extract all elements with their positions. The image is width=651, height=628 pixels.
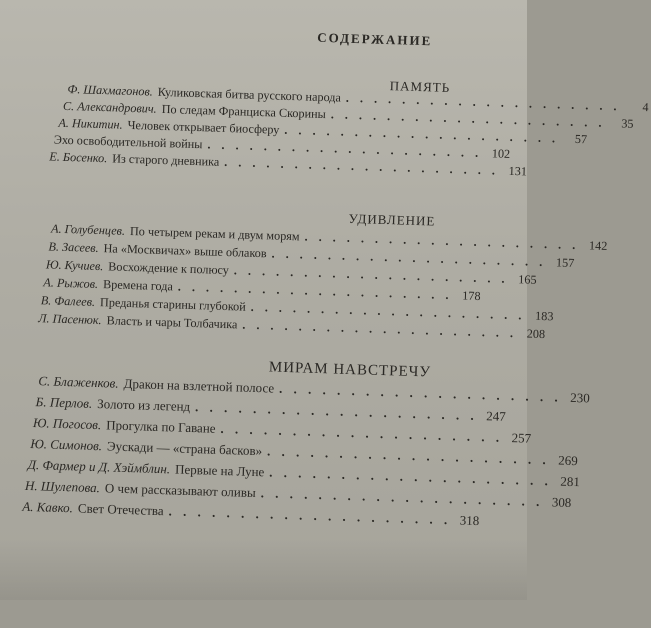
entry-title: Из старого дневника <box>112 151 220 169</box>
entry-title: На «Москвичах» выше облаков <box>103 241 267 261</box>
entry-title: Прогулка по Гаване <box>105 417 216 436</box>
entry-title: По четырем рекам и двум морям <box>129 223 300 244</box>
entry-page-number: 178 <box>462 288 481 304</box>
leader-dots: . . . . . . . . . . . . . . . . . . . . <box>220 420 504 445</box>
page-title: СОДЕРЖАНИЕ <box>317 29 433 49</box>
leader-dots: . . . . . . . . . . . . . . . . . . . . <box>284 122 560 146</box>
entry-page-number: 57 <box>574 131 588 147</box>
leader-dots: . . . . . . . . . . . . . . . . . . . . <box>194 399 479 424</box>
entry-author: Ю. Кучиев. <box>45 257 104 274</box>
leader-dots: . . . . . . . . . . . . . . . . . . . . <box>224 154 500 178</box>
entry-page-number: 4 <box>642 100 649 115</box>
entry-title: Золото из легенд <box>96 396 191 414</box>
leader-dots: . . . . . . . . . . . . . . . . . . . . <box>207 137 483 161</box>
leader-dots: . . . . . . . . . . . . . . . . . . . . <box>330 107 606 130</box>
entry-author: Н. Шулепова. <box>24 477 101 496</box>
entry-title: О чем рассказывают оливы <box>104 480 256 501</box>
entry-title: Власть и чары Толбачика <box>106 313 238 332</box>
entry-title: Первые на Луне <box>174 461 265 480</box>
contents-sheet <box>22 10 649 625</box>
entry-author: А. Рыжов. <box>43 275 99 292</box>
entry-page-number: 247 <box>486 408 507 424</box>
entry-title: Времена года <box>102 277 174 294</box>
entry-title: Человек открывает биосферу <box>127 117 280 137</box>
entry-title: Дракон на взлетной полосе <box>123 375 275 396</box>
entry-page-number: 183 <box>534 308 554 324</box>
entry-title: Куликовская битва русского народа <box>157 84 342 105</box>
entry-page-number: 102 <box>491 146 511 161</box>
leader-dots: . . . . . . . . . . . . . . . . . . . . <box>271 246 547 270</box>
leader-dots: . . . . . . . . . . . . . . . . . . . . <box>278 380 563 405</box>
leader-dots: . . . . . . . . . . . . . . . . . . . . <box>345 90 621 114</box>
entry-author: Л. Пасенюк. <box>38 311 102 328</box>
entry-title: Восхождение к полюсу <box>108 259 230 278</box>
entry-page-number: 230 <box>570 389 591 406</box>
entry-page-number: 142 <box>588 238 608 253</box>
entry-page-number: 257 <box>511 430 532 446</box>
entry-author: Е. Босенко. <box>49 149 108 166</box>
leader-dots: . . . . . . . . . . . . . . . . . . . . <box>168 503 452 528</box>
entry-author: А. Никитин. <box>58 115 123 132</box>
entry-author: В. Фалеев. <box>40 293 96 309</box>
entry-author: А. Голубенцев. <box>50 221 126 238</box>
leader-dots: . . . . . . . . . . . . . . . . . . . . <box>177 279 453 303</box>
entry-page-number: 131 <box>508 163 528 179</box>
entry-title: Эхо освободительной войны <box>53 132 203 152</box>
entry-title: Эускади — «страна басков» <box>106 438 263 459</box>
leader-dots: . . . . . . . . . . . . . . . . . . . . <box>304 229 580 253</box>
entry-page-number: 35 <box>621 116 634 131</box>
entry-author: Ю. Погосов. <box>32 415 102 433</box>
leader-dots: . . . . . . . . . . . . . . . . . . . . <box>242 317 518 341</box>
entry-author: А. Кавко. <box>22 498 74 516</box>
entry-page-number: 308 <box>551 494 572 510</box>
entry-author: Б. Перлов. <box>35 394 93 411</box>
entry-title: По следам Франциска Скорины <box>161 101 327 122</box>
section-heading-udivlenie: УДИВЛЕНИЕ <box>348 210 436 229</box>
entry-author: Ф. Шахмагонов. <box>67 81 154 99</box>
entry-page-number: 165 <box>518 272 537 287</box>
leader-dots: . . . . . . . . . . . . . . . . . . . . <box>260 485 544 510</box>
entry-author: В. Засеев. <box>48 239 99 256</box>
entry-title: Свет Отечества <box>77 500 164 519</box>
section-heading-miram-navstrechu: МИРАМ НАВСТРЕЧУ <box>268 359 432 381</box>
entry-author: С. Александрович. <box>62 98 157 116</box>
entry-author: С. Блаженков. <box>38 373 119 391</box>
entry-page-number: 208 <box>526 326 546 342</box>
leader-dots: . . . . . . . . . . . . . . . . . . . . <box>266 443 550 468</box>
leader-dots: . . . . . . . . . . . . . . . . . . . . <box>269 464 553 489</box>
section-heading-pamyat: ПАМЯТЬ <box>389 78 451 95</box>
entry-page-number: 157 <box>555 255 575 270</box>
entry-page-number: 318 <box>459 512 480 529</box>
entry-author: Ю. Симонов. <box>30 435 103 454</box>
entry-title: Преданья старины глубокой <box>99 295 246 314</box>
leader-dots: . . . . . . . . . . . . . . . . . . . . <box>233 263 509 286</box>
entry-author: Д. Фармер и Д. Хэймблин. <box>27 456 171 477</box>
entry-page-number: 281 <box>560 473 581 490</box>
entry-page-number: 269 <box>557 452 578 469</box>
leader-dots: . . . . . . . . . . . . . . . . . . . . <box>250 299 526 323</box>
